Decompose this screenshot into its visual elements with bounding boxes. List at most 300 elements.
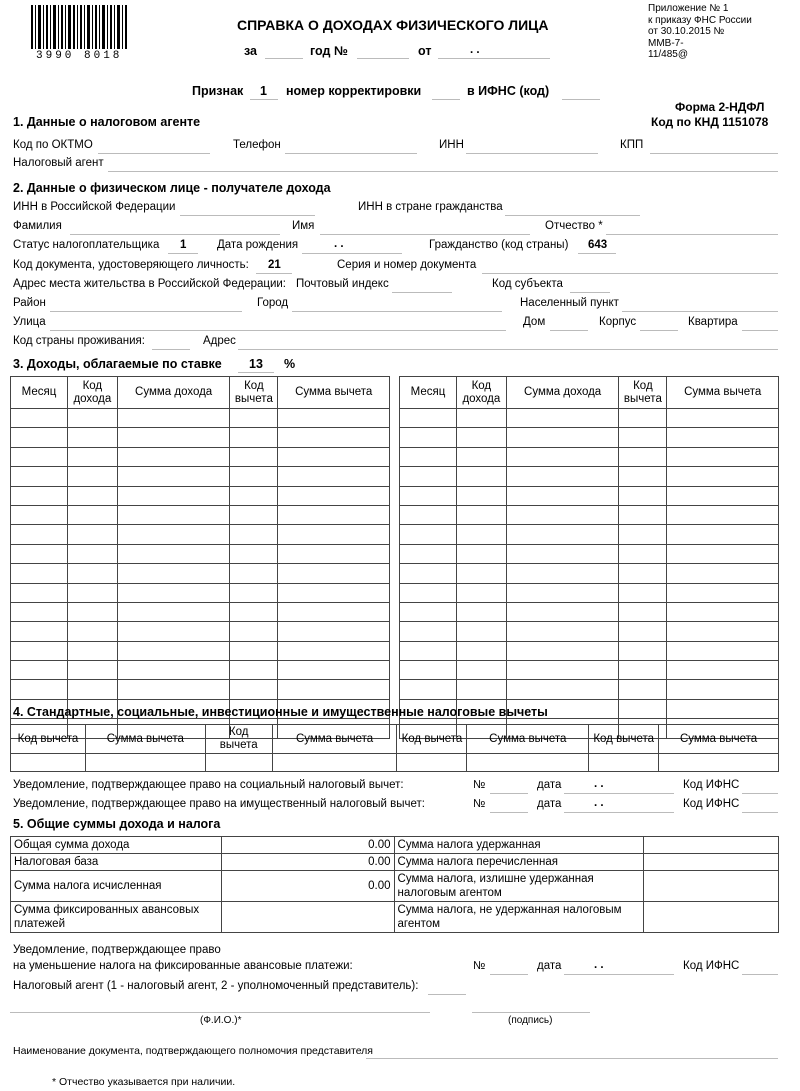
income-row	[400, 583, 779, 602]
income-cell[interactable]	[456, 409, 506, 428]
barcode-image	[31, 5, 129, 49]
income-cell[interactable]	[400, 525, 457, 544]
ded-cell[interactable]	[85, 754, 205, 772]
income-cell[interactable]	[67, 641, 117, 660]
building-field[interactable]	[640, 330, 678, 331]
income-cell[interactable]	[67, 525, 117, 544]
income-cell[interactable]	[619, 447, 667, 466]
header-ded-code: Код вычета	[589, 725, 659, 754]
priznak-field[interactable]	[250, 99, 278, 100]
income-cell[interactable]	[11, 544, 68, 563]
header-income-sum: Сумма дохода	[117, 377, 230, 409]
income-cell[interactable]	[456, 428, 506, 447]
income-cell[interactable]	[506, 622, 619, 641]
totals-table	[10, 836, 779, 933]
income-cell[interactable]	[278, 486, 390, 505]
income-cell[interactable]	[278, 428, 390, 447]
notice-social-no-field[interactable]	[490, 793, 528, 794]
income-cell[interactable]	[117, 505, 230, 524]
fio-field[interactable]	[10, 1012, 430, 1013]
income-cell[interactable]	[11, 564, 68, 583]
income-cell[interactable]	[117, 447, 230, 466]
income-cell[interactable]	[117, 622, 230, 641]
fixed-notice-no-field[interactable]	[490, 974, 528, 975]
income-cell[interactable]	[619, 680, 667, 699]
income-cell[interactable]	[667, 409, 779, 428]
income-cell[interactable]	[67, 622, 117, 641]
income-cell[interactable]	[11, 602, 68, 621]
locality-field[interactable]	[622, 311, 778, 312]
header-ded-sum: Сумма вычета	[467, 725, 589, 754]
oktmo-field[interactable]	[98, 153, 210, 154]
income-cell[interactable]	[400, 505, 457, 524]
income-cell[interactable]	[117, 486, 230, 505]
header-ded-code: Код вычета	[11, 725, 86, 754]
header-ded-code: Код вычета	[205, 725, 272, 754]
income-cell[interactable]	[11, 505, 68, 524]
header-income-code: Код дохода	[456, 377, 506, 409]
country-label: Код страны проживания:	[13, 335, 145, 347]
income-cell[interactable]	[400, 583, 457, 602]
doc-code-value: 21	[268, 259, 281, 271]
name-label: Имя	[292, 220, 315, 232]
income-cell[interactable]	[456, 447, 506, 466]
appendix-note	[648, 3, 758, 61]
surname-label: Фамилия	[13, 220, 62, 232]
income-cell[interactable]	[67, 583, 117, 602]
income-row	[400, 680, 779, 699]
ded-cell[interactable]	[205, 754, 272, 772]
income-row	[11, 428, 390, 447]
income-cell[interactable]	[506, 602, 619, 621]
income-cell[interactable]	[400, 680, 457, 699]
income-cell[interactable]	[456, 680, 506, 699]
birth-label: Дата рождения	[217, 239, 299, 251]
income-row	[400, 622, 779, 641]
income-cell[interactable]	[278, 680, 390, 699]
income-cell[interactable]	[619, 622, 667, 641]
income-cell[interactable]	[619, 661, 667, 680]
income-cell[interactable]	[11, 428, 68, 447]
header-ded-sum: Сумма вычета	[659, 725, 779, 754]
income-cell[interactable]	[11, 622, 68, 641]
income-row	[11, 409, 390, 428]
rate-pct: %	[284, 357, 296, 371]
income-cell[interactable]	[11, 486, 68, 505]
income-cell[interactable]	[67, 544, 117, 563]
income-cell[interactable]	[619, 428, 667, 447]
income-cell[interactable]	[456, 505, 506, 524]
agent-field[interactable]	[108, 171, 778, 172]
rate-value: 13	[249, 357, 263, 371]
birth-field[interactable]	[302, 253, 402, 254]
ded-cell[interactable]	[467, 754, 589, 772]
income-cell[interactable]	[456, 602, 506, 621]
income-cell[interactable]	[506, 661, 619, 680]
income-cell[interactable]	[400, 467, 457, 486]
income-cell[interactable]	[456, 641, 506, 660]
income-cell[interactable]	[400, 409, 457, 428]
fixed-notice-line2: на уменьшение налога на фиксированные авансовые платежи:	[13, 960, 353, 972]
income-cell[interactable]	[456, 486, 506, 505]
income-cell[interactable]	[230, 525, 278, 544]
income-cell[interactable]	[67, 447, 117, 466]
agent-inn-label: ИНН	[439, 139, 464, 151]
income-cell[interactable]	[230, 447, 278, 466]
rate-field[interactable]	[238, 372, 274, 373]
income-cell[interactable]	[117, 680, 230, 699]
income-cell[interactable]	[400, 661, 457, 680]
income-cell[interactable]	[230, 680, 278, 699]
income-row	[400, 564, 779, 583]
agent-inn-field[interactable]	[466, 153, 598, 154]
income-cell[interactable]	[67, 680, 117, 699]
appendix-line: Приложение № 1	[648, 3, 729, 14]
income-cell[interactable]	[278, 544, 390, 563]
income-cell[interactable]	[230, 564, 278, 583]
income-cell[interactable]	[456, 583, 506, 602]
house-field[interactable]	[550, 330, 588, 331]
income-cell[interactable]	[619, 467, 667, 486]
income-cell[interactable]	[278, 622, 390, 641]
income-cell[interactable]	[11, 525, 68, 544]
income-cell[interactable]	[230, 428, 278, 447]
postal-field[interactable]	[392, 292, 452, 293]
agent-label: Налоговый агент	[13, 157, 104, 169]
income-cell[interactable]	[67, 564, 117, 583]
income-cell[interactable]	[278, 661, 390, 680]
apartment-field[interactable]	[742, 330, 778, 331]
addr-field[interactable]	[238, 349, 778, 350]
fixed-adv-value[interactable]	[221, 902, 394, 933]
income-cell[interactable]	[117, 525, 230, 544]
income-cell[interactable]	[117, 583, 230, 602]
income-cell[interactable]	[230, 486, 278, 505]
region-label: Код субъекта	[492, 278, 563, 290]
income-cell[interactable]	[667, 564, 779, 583]
phone-label: Телефон	[233, 139, 281, 151]
income-cell[interactable]	[67, 409, 117, 428]
income-cell[interactable]	[506, 641, 619, 660]
income-cell[interactable]	[230, 602, 278, 621]
district-field[interactable]	[50, 311, 242, 312]
income-table-right	[399, 376, 779, 739]
income-cell[interactable]	[456, 661, 506, 680]
za-label: за	[244, 44, 258, 58]
agent-type-field[interactable]	[428, 994, 466, 995]
street-field[interactable]	[50, 330, 506, 331]
income-cell[interactable]	[619, 505, 667, 524]
income-cell[interactable]	[11, 641, 68, 660]
tax-calc-value[interactable]: 0.00	[221, 871, 394, 902]
income-cell[interactable]	[506, 564, 619, 583]
income-cell[interactable]	[667, 505, 779, 524]
income-row	[400, 428, 779, 447]
income-cell[interactable]	[506, 505, 619, 524]
income-cell[interactable]	[506, 447, 619, 466]
name-field[interactable]	[320, 234, 530, 235]
income-cell[interactable]	[400, 622, 457, 641]
notice-property-ifns-label: Код ИФНС	[683, 798, 740, 810]
ded-cell[interactable]	[659, 754, 779, 772]
income-cell[interactable]	[230, 544, 278, 563]
income-cell[interactable]	[667, 544, 779, 563]
region-field[interactable]	[570, 292, 610, 293]
income-cell[interactable]	[67, 467, 117, 486]
surname-field[interactable]	[70, 234, 280, 235]
income-cell[interactable]	[667, 467, 779, 486]
income-cell[interactable]	[230, 622, 278, 641]
income-cell[interactable]	[400, 428, 457, 447]
income-cell[interactable]	[117, 544, 230, 563]
doc-code-label: Код документа, удостоверяющего личность:	[13, 259, 249, 271]
income-row	[11, 641, 390, 660]
income-cell[interactable]	[619, 486, 667, 505]
excess-value[interactable]	[644, 871, 779, 902]
fio-caption: (Ф.И.О.)*	[200, 1015, 242, 1026]
apartment-label: Квартира	[688, 316, 738, 328]
income-cell[interactable]	[667, 486, 779, 505]
number-field[interactable]	[357, 58, 409, 59]
income-cell[interactable]	[667, 641, 779, 660]
tax-calc-label: Сумма налога исчисленная	[11, 871, 222, 902]
income-cell[interactable]	[667, 602, 779, 621]
income-cell[interactable]	[506, 409, 619, 428]
income-cell[interactable]	[619, 409, 667, 428]
income-cell[interactable]	[456, 525, 506, 544]
income-cell[interactable]	[619, 525, 667, 544]
city-field[interactable]	[292, 311, 502, 312]
agent-type-label: Налоговый агент (1 - налоговый агент, 2 - уполномоченный представитель):	[13, 980, 419, 992]
country-field[interactable]	[152, 349, 190, 350]
income-cell[interactable]	[67, 486, 117, 505]
header-income-sum: Сумма дохода	[506, 377, 619, 409]
income-row	[400, 486, 779, 505]
patronymic-field[interactable]	[606, 234, 778, 235]
form-name: Форма 2-НДФЛ	[675, 100, 765, 114]
income-cell[interactable]	[456, 564, 506, 583]
income-cell[interactable]	[400, 641, 457, 660]
year-no-label: год №	[310, 44, 348, 58]
inn-citizen-field[interactable]	[505, 215, 640, 216]
addr-label: Адрес	[203, 335, 236, 347]
total-income-label: Общая сумма дохода	[11, 837, 222, 854]
income-cell[interactable]	[278, 467, 390, 486]
header-deduction-sum: Сумма вычета	[278, 377, 390, 409]
income-cell[interactable]	[11, 583, 68, 602]
income-cell[interactable]	[506, 467, 619, 486]
income-cell[interactable]	[67, 428, 117, 447]
income-cell[interactable]	[278, 409, 390, 428]
footnote: * Отчество указывается при наличии.	[52, 1076, 236, 1088]
income-cell[interactable]	[619, 583, 667, 602]
income-row	[400, 661, 779, 680]
income-cell[interactable]	[456, 467, 506, 486]
income-cell[interactable]	[117, 428, 230, 447]
barcode-number: 3990 8018	[36, 50, 123, 62]
header-deduction-code: Код вычета	[619, 377, 667, 409]
fixed-adv-label: Сумма фиксированных авансовых платежей	[11, 902, 222, 933]
notice-property-ifns-field[interactable]	[742, 812, 778, 813]
income-cell[interactable]	[11, 409, 68, 428]
income-cell[interactable]	[11, 680, 68, 699]
header-date-field[interactable]	[438, 58, 550, 59]
income-cell[interactable]	[67, 602, 117, 621]
income-cell[interactable]	[400, 564, 457, 583]
doc-name-label: Наименование документа, подтверждающего полномочия представителя	[13, 1045, 373, 1057]
income-cell[interactable]	[667, 661, 779, 680]
kpp-field[interactable]	[650, 153, 778, 154]
income-cell[interactable]	[619, 699, 667, 718]
header-date-dots: . .	[470, 44, 480, 56]
tax-base-value[interactable]: 0.00	[221, 854, 394, 871]
income-cell[interactable]	[230, 409, 278, 428]
income-cell[interactable]	[506, 680, 619, 699]
ded-cell[interactable]	[11, 754, 86, 772]
total-income-value[interactable]: 0.00	[221, 837, 394, 854]
income-cell[interactable]	[11, 661, 68, 680]
notice-social-date-field[interactable]	[564, 793, 674, 794]
income-cell[interactable]	[619, 641, 667, 660]
doc-name-field[interactable]	[366, 1058, 778, 1059]
section5-title: 5. Общие суммы дохода и налога	[13, 817, 221, 831]
notice-social-dots: . .	[594, 778, 604, 790]
inn-rf-field[interactable]	[180, 215, 315, 216]
income-cell[interactable]	[278, 583, 390, 602]
income-row	[11, 467, 390, 486]
income-cell[interactable]	[117, 602, 230, 621]
withheld-value[interactable]	[644, 837, 779, 854]
section3-title: 3. Доходы, облагаемые по ставке	[13, 357, 222, 371]
header-deduction-code: Код вычета	[230, 377, 278, 409]
income-row	[11, 486, 390, 505]
income-cell[interactable]	[400, 602, 457, 621]
income-cell[interactable]	[456, 544, 506, 563]
income-cell[interactable]	[400, 486, 457, 505]
status-field[interactable]	[168, 253, 198, 254]
notice-property-no-field[interactable]	[490, 812, 528, 813]
appendix-line: 11/485@	[648, 49, 688, 60]
income-cell[interactable]	[506, 583, 619, 602]
income-cell[interactable]	[117, 409, 230, 428]
income-cell[interactable]	[230, 505, 278, 524]
income-cell[interactable]	[619, 544, 667, 563]
income-cell[interactable]	[278, 641, 390, 660]
income-row	[400, 409, 779, 428]
income-cell[interactable]	[230, 641, 278, 660]
income-row	[400, 505, 779, 524]
section4-title: 4. Стандартные, социальные, инвестиционные и имущественные налоговые вычеты	[13, 705, 548, 719]
income-cell[interactable]	[67, 661, 117, 680]
notice-property-no: №	[473, 798, 486, 810]
income-row	[400, 641, 779, 660]
income-cell[interactable]	[667, 428, 779, 447]
ded-cell[interactable]	[397, 754, 467, 772]
transferred-label: Сумма налога перечисленная	[394, 854, 644, 871]
income-cell[interactable]	[278, 505, 390, 524]
citizenship-field[interactable]	[578, 253, 616, 254]
fixed-notice-date-field[interactable]	[564, 974, 674, 975]
fixed-notice-ifns-field[interactable]	[742, 974, 778, 975]
income-cell[interactable]	[667, 680, 779, 699]
income-row	[400, 544, 779, 563]
income-cell[interactable]	[117, 641, 230, 660]
doc-series-label: Серия и номер документа	[337, 259, 477, 271]
transferred-value[interactable]	[644, 854, 779, 871]
income-cell[interactable]	[619, 564, 667, 583]
income-cell[interactable]	[506, 544, 619, 563]
birth-dots: . .	[334, 238, 344, 250]
income-cell[interactable]	[278, 602, 390, 621]
notice-property-date-field[interactable]	[564, 812, 674, 813]
header-month: Месяц	[11, 377, 68, 409]
income-cell[interactable]	[456, 622, 506, 641]
ded-cell[interactable]	[589, 754, 659, 772]
income-cell[interactable]	[117, 467, 230, 486]
income-cell[interactable]	[117, 564, 230, 583]
income-table-left	[10, 376, 390, 739]
income-cell[interactable]	[117, 661, 230, 680]
notice-social-label: Уведомление, подтверждающее право на социальный налоговый вычет:	[13, 779, 404, 791]
citizenship-value: 643	[588, 239, 608, 251]
income-cell[interactable]	[506, 486, 619, 505]
year-field[interactable]	[265, 58, 303, 59]
kpp-label: КПП	[620, 139, 644, 151]
income-row	[11, 583, 390, 602]
status-label: Статус налогоплательщика	[13, 239, 160, 251]
ifns-field[interactable]	[562, 99, 600, 100]
income-cell[interactable]	[230, 583, 278, 602]
income-cell[interactable]	[11, 447, 68, 466]
income-cell[interactable]	[667, 699, 779, 718]
income-cell[interactable]	[278, 564, 390, 583]
doc-series-field[interactable]	[482, 273, 778, 274]
income-cell[interactable]	[619, 602, 667, 621]
income-cell[interactable]	[667, 525, 779, 544]
income-cell[interactable]	[506, 428, 619, 447]
income-cell[interactable]	[506, 525, 619, 544]
income-cell[interactable]	[667, 447, 779, 466]
correction-label: номер корректировки	[286, 84, 422, 98]
signature-field[interactable]	[472, 1012, 590, 1013]
income-cell[interactable]	[67, 505, 117, 524]
notice-social-ifns-field[interactable]	[742, 793, 778, 794]
section2-title: 2. Данные о физическом лице - получателе дохода	[13, 181, 331, 195]
doc-code-field[interactable]	[256, 273, 292, 274]
income-cell[interactable]	[230, 661, 278, 680]
income-row	[11, 680, 390, 699]
income-cell[interactable]	[278, 525, 390, 544]
income-cell[interactable]	[230, 467, 278, 486]
correction-field[interactable]	[432, 99, 460, 100]
knd-code: Код по КНД 1151078	[651, 115, 769, 129]
income-cell[interactable]	[400, 544, 457, 563]
income-cell[interactable]	[400, 447, 457, 466]
income-cell[interactable]	[11, 467, 68, 486]
income-row	[11, 544, 390, 563]
not-withheld-value[interactable]	[644, 902, 779, 933]
header-income-code: Код дохода	[67, 377, 117, 409]
deductions-table	[10, 724, 779, 772]
income-cell[interactable]	[667, 583, 779, 602]
income-cell[interactable]	[278, 447, 390, 466]
income-row	[11, 447, 390, 466]
notice-property-date-label: дата	[537, 798, 562, 810]
phone-field[interactable]	[285, 153, 417, 154]
income-cell[interactable]	[667, 622, 779, 641]
ded-cell[interactable]	[272, 754, 397, 772]
ifns-label: в ИФНС (код)	[467, 84, 550, 98]
